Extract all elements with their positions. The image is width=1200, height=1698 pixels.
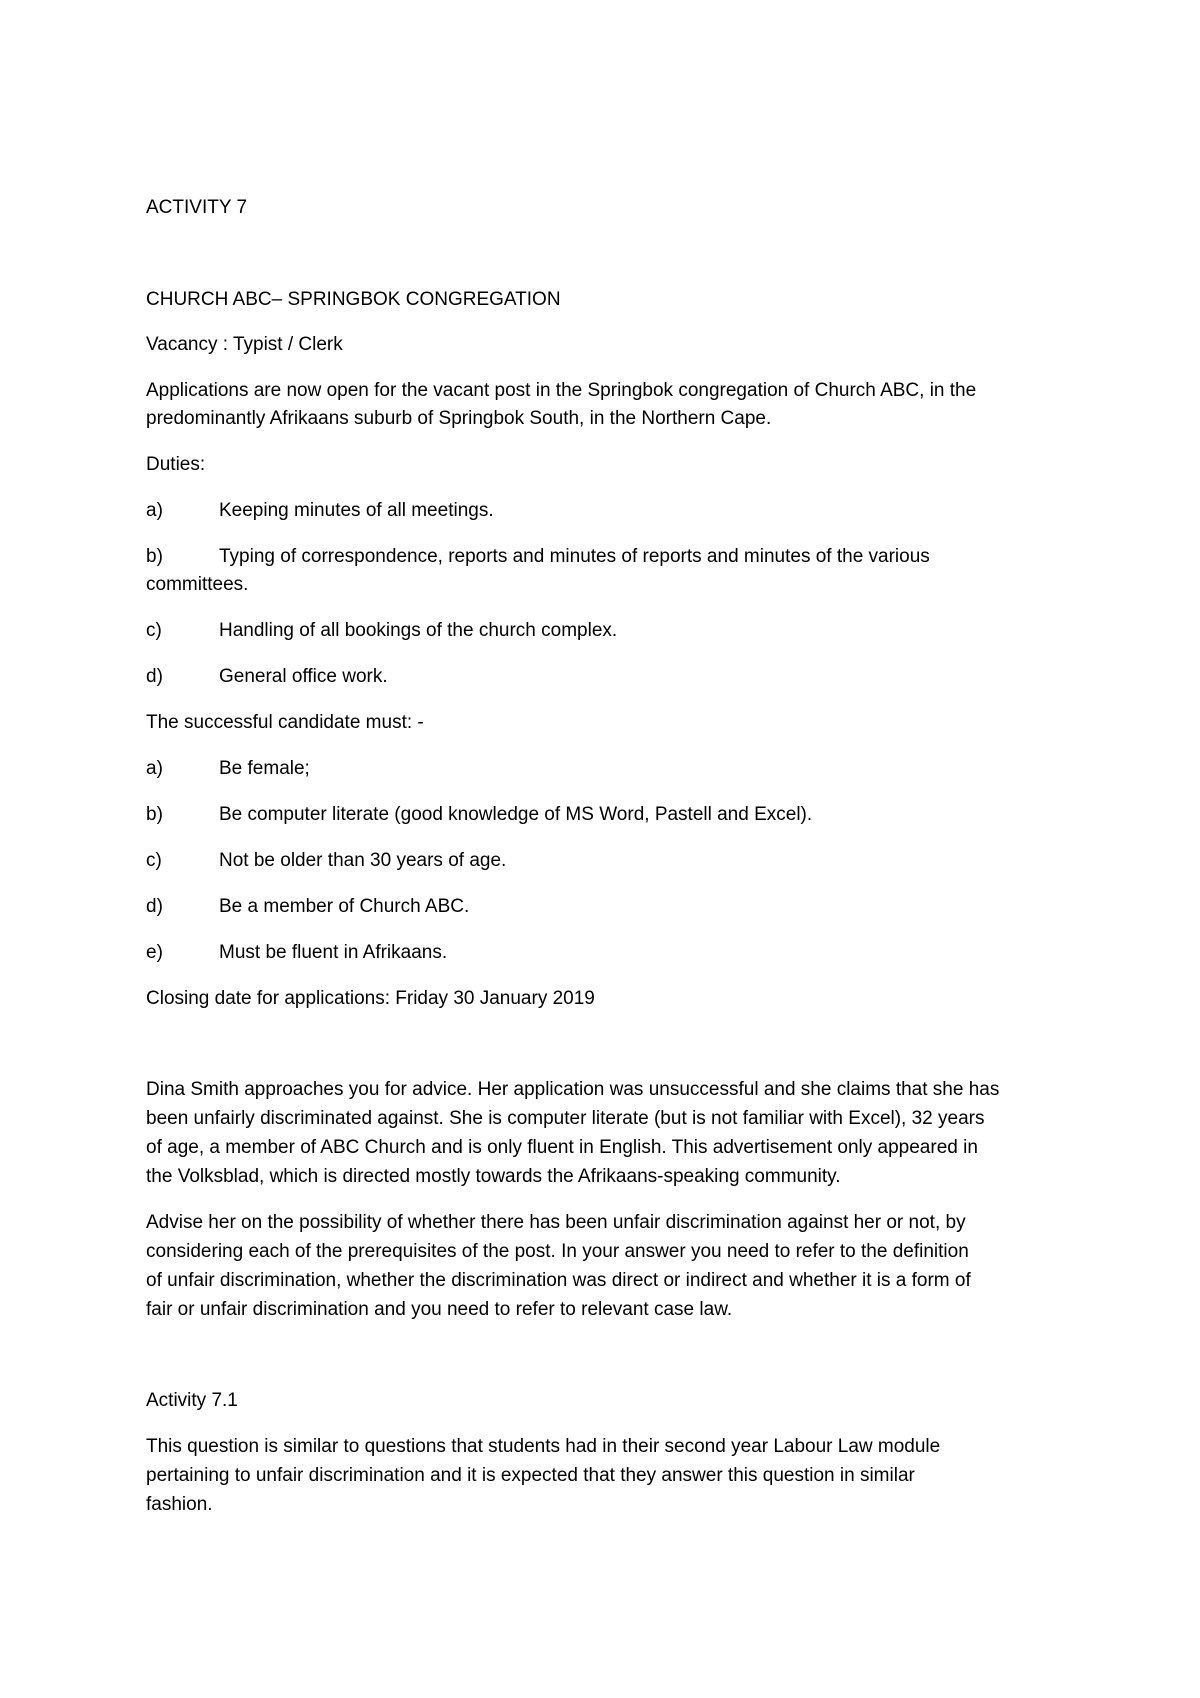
requirement-text: Be female;	[219, 758, 310, 779]
requirement-letter: a)	[146, 758, 163, 779]
requirement-text: Must be fluent in Afrikaans.	[219, 942, 448, 963]
activity-heading: ACTIVITY 7	[146, 197, 248, 218]
duty-continuation: committees.	[146, 574, 249, 595]
vacancy-line: Vacancy : Typist / Clerk	[146, 334, 343, 355]
requirement-text: Be computer literate (good knowledge of MS Word, Pastell and Excel).	[219, 804, 813, 825]
intro-line: predominantly Afrikaans suburb of Springbok South, in the Northern Cape.	[146, 408, 772, 429]
duty-text: Handling of all bookings of the church complex.	[219, 620, 618, 641]
activity-7-1-line: fashion.	[146, 1494, 213, 1515]
requirement-letter: b)	[146, 804, 163, 825]
closing-date: Closing date for applications: Friday 30 January 2019	[146, 988, 595, 1009]
requirement-letter: e)	[146, 942, 163, 963]
duty-text: General office work.	[219, 666, 388, 687]
duty-letter: d)	[146, 666, 163, 687]
scenario-line: the Volksblad, which is directed mostly towards the Afrikaans-speaking community.	[146, 1166, 841, 1187]
duty-letter: a)	[146, 500, 163, 521]
advise-line: considering each of the prerequisites of the post. In your answer you need to refer to the definition	[146, 1241, 969, 1262]
scenario-line: been unfairly discriminated against. She is computer literate (but is not familiar with Excel), 32 years	[146, 1108, 985, 1129]
duties-label: Duties:	[146, 454, 206, 475]
activity-7-1-heading: Activity 7.1	[146, 1390, 238, 1411]
intro-line: Applications are now open for the vacant post in the Springbok congregation of Church ABC, in the	[146, 380, 977, 401]
duty-text: Typing of correspondence, reports and minutes of reports and minutes of the various	[219, 546, 930, 567]
advise-line: fair or unfair discrimination and you need to refer to relevant case law.	[146, 1299, 733, 1320]
advise-line: Advise her on the possibility of whether there has been unfair discrimination against her or not, by	[146, 1212, 966, 1233]
requirement-text: Be a member of Church ABC.	[219, 896, 470, 917]
duty-text: Keeping minutes of all meetings.	[219, 500, 494, 521]
duty-letter: b)	[146, 546, 163, 567]
requirement-letter: c)	[146, 850, 162, 871]
requirement-text: Not be older than 30 years of age.	[219, 850, 507, 871]
church-title: CHURCH ABC– SPRINGBOK CONGREGATION	[146, 289, 561, 310]
duty-letter: c)	[146, 620, 162, 641]
activity-7-1-line: pertaining to unfair discrimination and it is expected that they answer this question in similar	[146, 1465, 915, 1486]
scenario-line: of age, a member of ABC Church and is only fluent in English. This advertisement only appeared in	[146, 1137, 978, 1158]
requirements-label: The successful candidate must: -	[146, 712, 424, 733]
advise-line: of unfair discrimination, whether the discrimination was direct or indirect and whether it is a form of	[146, 1270, 971, 1291]
activity-7-1-line: This question is similar to questions that students had in their second year Labour Law module	[146, 1436, 941, 1457]
scenario-line: Dina Smith approaches you for advice. Her application was unsuccessful and she claims that she has	[146, 1079, 1000, 1100]
requirement-letter: d)	[146, 896, 163, 917]
